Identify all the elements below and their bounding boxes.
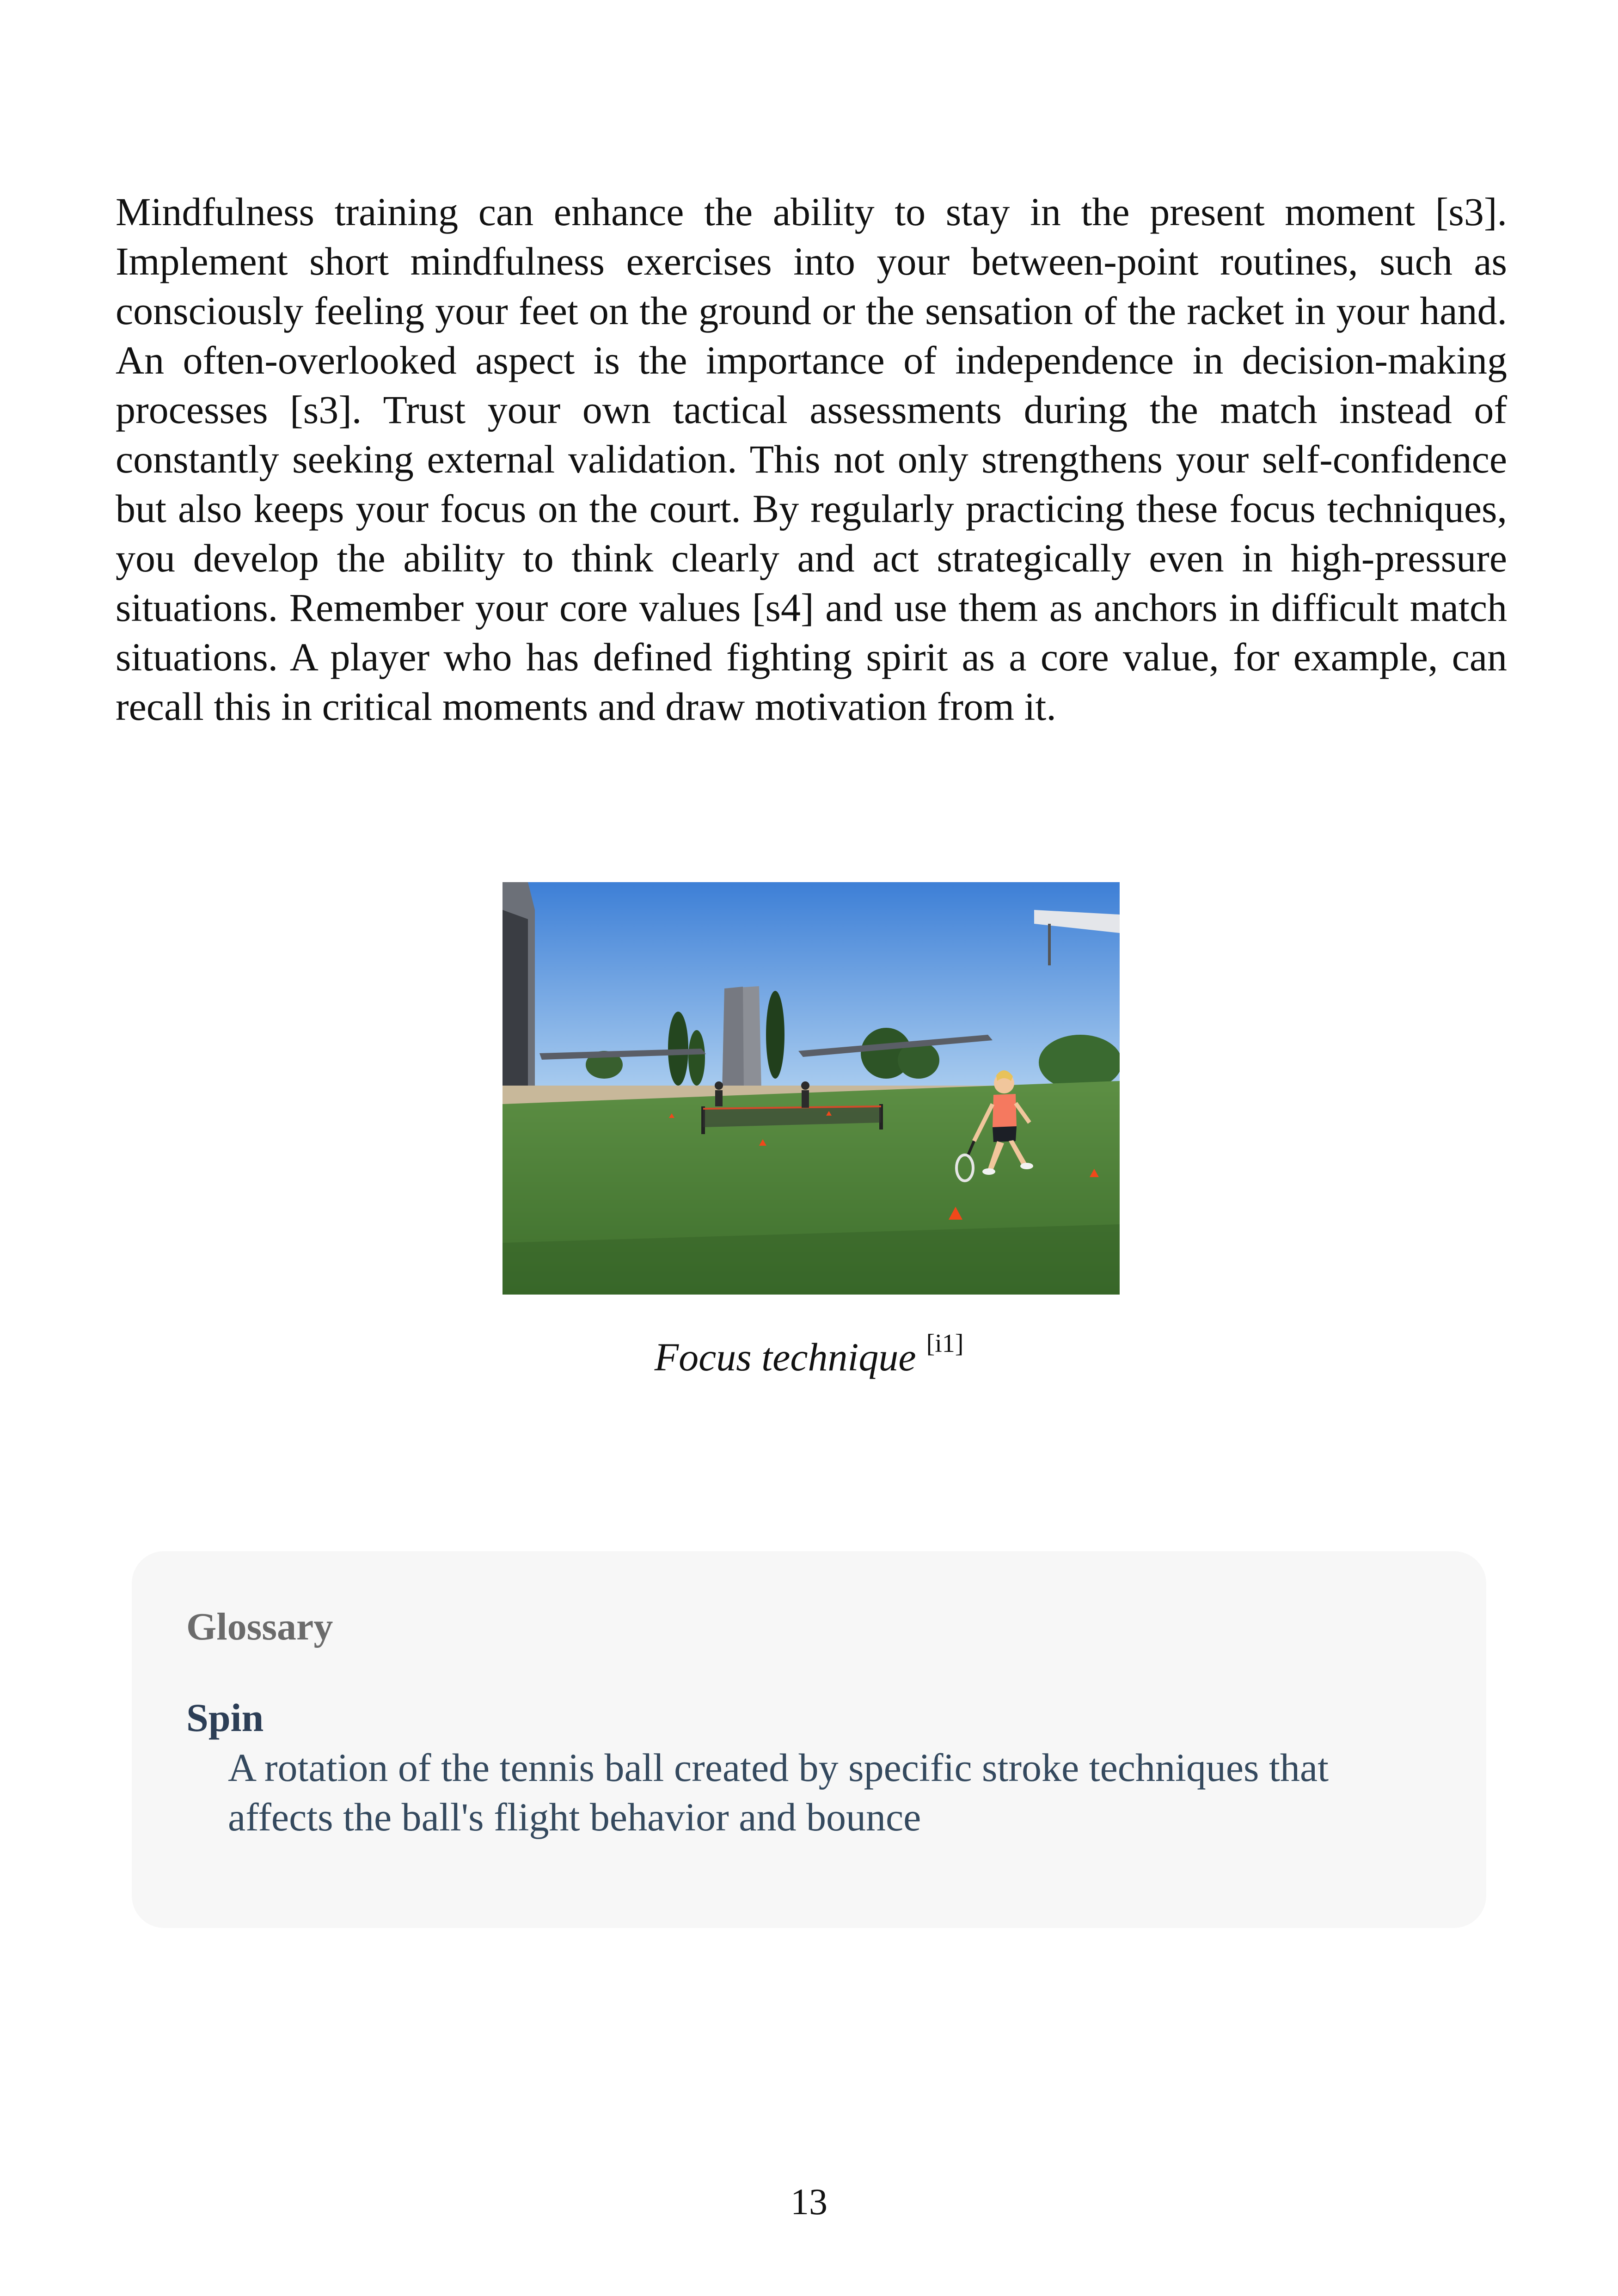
glossary-term: Spin	[186, 1695, 264, 1740]
tennis-training-photo	[503, 882, 1120, 1295]
glossary-box	[132, 1551, 1486, 1928]
caption-reference: [i1]	[926, 1329, 964, 1358]
photo-illustration	[503, 882, 1120, 1295]
figure-caption	[0, 1329, 1618, 1387]
body-paragraph: Mindfulness training can enhance the ability to stay in the present moment [s3]. Implement short mindfulness exercises into your between-point routines, such as consciously feeling your feet on the ground or the sensation of the racket in your hand. An often-overlooked aspect is the importance of independence in decision-making processes [s3]. Trust your own tactical assessments during the match instead of constantly seeking external validation. This not only strengthens your self-confidence but also keeps your focus on the court. By regularly practicing these focus techniques, you develop the ability to think clearly and act strategically even in high-pressure situations. Remember your core values [s4] and use them as anchors in difficult match situations. A player who has defined fighting spirit as a core value, for example, can recall this in critical moments and draw motivation from it.	[116, 190, 1507, 729]
glossary-definition: A rotation of the tennis ball created by specific stroke techniques that affects the ball's flight behavior and bounce	[228, 1745, 1329, 1839]
glossary-title: Glossary	[186, 1605, 333, 1648]
caption-text: Focus technique	[654, 1335, 916, 1379]
page-number: 13	[791, 2182, 827, 2222]
